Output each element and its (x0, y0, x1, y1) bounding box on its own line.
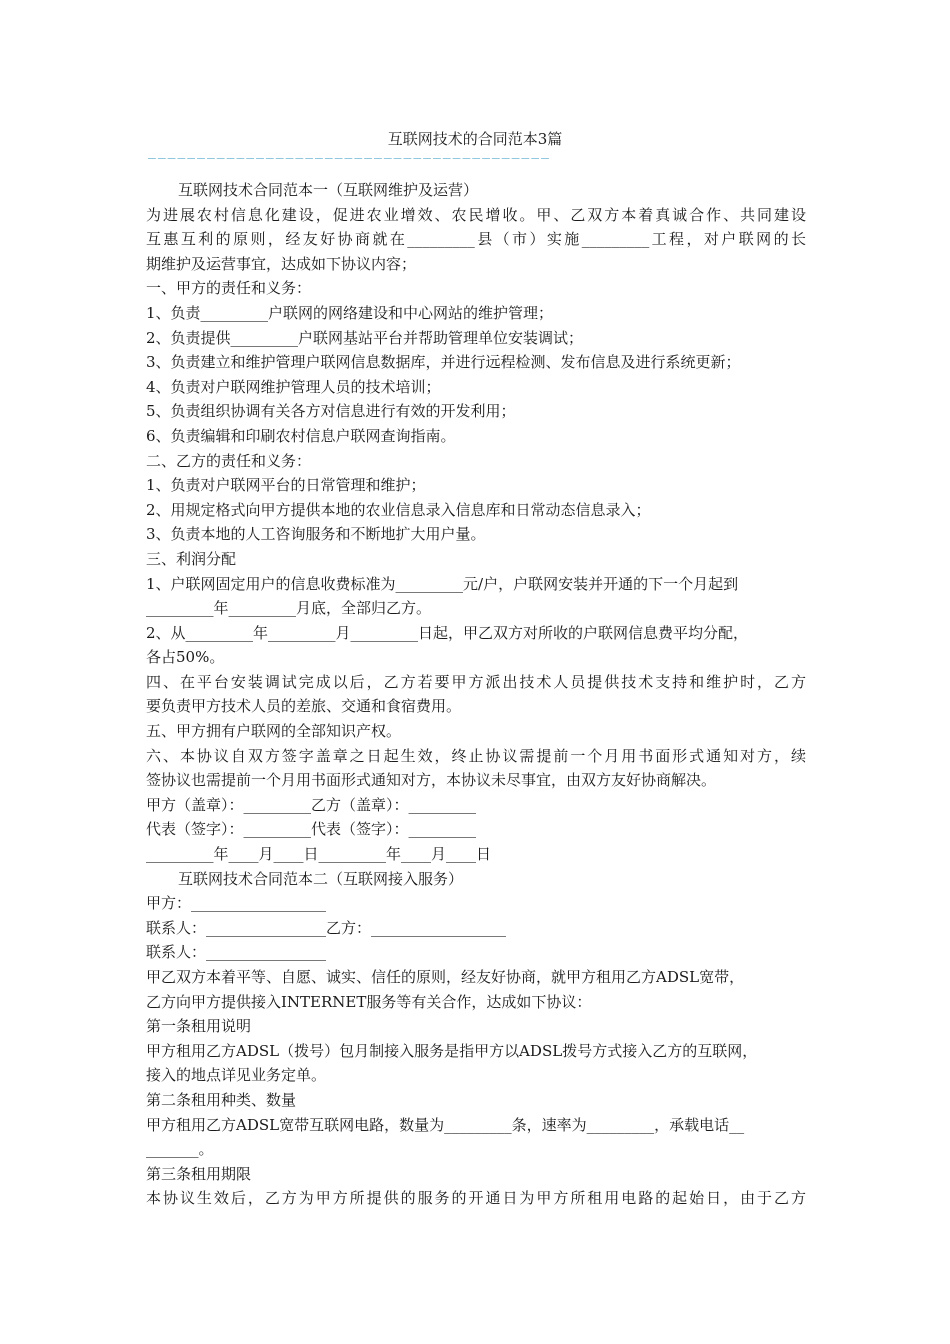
text-line: 4、负责对户联网维护管理人员的技术培训； (146, 377, 441, 396)
text-line: 甲方租用乙方ADSL宽带互联网电路，数量为_________条，速率为_________，承载电话__ (146, 1115, 745, 1134)
text-line: 2、用规定格式向甲方提供本地的农业信息录入信息库和日常动态信息录入； (146, 500, 651, 519)
text-line: 甲乙双方本着平等、自愿、诚实、信任的原则，经友好协商，就甲方租用乙方ADSL宽带， (146, 968, 745, 986)
text-line: 为进展农村信息化建设，促进农业增效、农民增收。甲、乙双方本着真诚合作、共同建设 (146, 205, 806, 224)
text-line: _________年_________月底，全部归乙方。 (146, 599, 432, 618)
text-line: 要负责甲方技术人员的差旅、交通和食宿费用。 (146, 697, 462, 716)
document-title: 互联网技术的合同范本3篇 (387, 130, 563, 148)
text-line: 联系人：________________乙方：__________________ (146, 918, 507, 937)
text-line: 互联网技术合同范本一（互联网维护及运营） (178, 181, 479, 199)
text-line: 1、负责_________户联网的网络建设和中心网站的维护管理； (146, 303, 554, 322)
text-line: 各占50%。 (146, 648, 225, 667)
text-line: 一、甲方的责任和义务： (146, 279, 312, 298)
text-line: 5、负责组织协调有关各方对信息进行有效的开发利用； (146, 402, 516, 421)
title-divider: ————————————————————————————————————————— (148, 152, 551, 166)
text-line: 六、本协议自双方签字盖章之日起生效，终止协议需提前一个月用书面形式通知对方，续 (146, 746, 806, 765)
document-body (146, 178, 806, 1211)
text-line: 1、户联网固定用户的信息收费标准为_________元/户，户联网安装并开通的下一个月起到 (146, 574, 739, 593)
text-line: 6、负责编辑和印刷农村信息户联网查询指南。 (146, 426, 456, 445)
text-line: 甲方租用乙方ADSL（拨号）包月制接入服务是指甲方以ADSL拨号方式接入乙方的互联网， (146, 1041, 758, 1060)
text-line: 五、甲方拥有户联网的全部知识产权。 (146, 722, 402, 741)
text-line: 甲方（盖章）：_________乙方（盖章）：_________ (146, 795, 477, 814)
text-line: 第三条租用期限 (146, 1164, 252, 1183)
text-line: 1、负责对户联网平台的日常管理和维护； (146, 476, 426, 495)
text-line: 甲方：__________________ (146, 894, 327, 913)
text-line: 2、从_________年_________月_________日起，甲乙双方对所收的户联网信息费平均分配， (146, 623, 749, 642)
text-line: 2、负责提供_________户联网基站平台并帮助管理单位安装调试； (146, 328, 584, 347)
text-line: 乙方向甲方提供接入INTERNET服务等有关合作，达成如下协议： (146, 992, 592, 1011)
text-line: 接入的地点详见业务定单。 (146, 1066, 327, 1085)
text-line: 四、在平台安装调试完成以后，乙方若要甲方派出技术人员提供技术支持和维护时，乙方 (146, 672, 806, 691)
text-line: 第一条租用说明 (146, 1017, 252, 1036)
text-line: 3、负责本地的人工咨询服务和不断地扩大用户量。 (146, 525, 486, 544)
text-line: 二、乙方的责任和义务： (146, 451, 312, 470)
text-line: _______。 (146, 1140, 214, 1159)
text-line: 互联网技术合同范本二（互联网接入服务） (178, 869, 464, 888)
text-line: _________年____月____日_________年____月____日 (146, 845, 492, 864)
text-line: 期维护及运营事宜，达成如下协议内容； (146, 254, 417, 273)
text-line: 联系人：________________ (146, 943, 327, 962)
text-line: 本协议生效后，乙方为甲方所提供的服务的开通日为甲方所租用电路的起始日，由于乙方 (146, 1189, 806, 1208)
text-line: 第二条租用种类、数量 (146, 1090, 297, 1109)
text-line: 签协议也需提前一个月用书面形式通知对方，本协议未尽事宜，由双方友好协商解决。 (146, 771, 717, 790)
text-line: 互惠互利的原则，经友好协商就在_________县（市）实施_________工程，对户联网的长 (146, 230, 806, 249)
text-line: 三、利润分配 (146, 549, 237, 568)
text-line: 3、负责建立和维护管理户联网信息数据库，并进行远程检测、发布信息及进行系统更新； (146, 353, 741, 372)
text-line: 代表（签字）：_________代表（签字）：_________ (146, 820, 477, 839)
